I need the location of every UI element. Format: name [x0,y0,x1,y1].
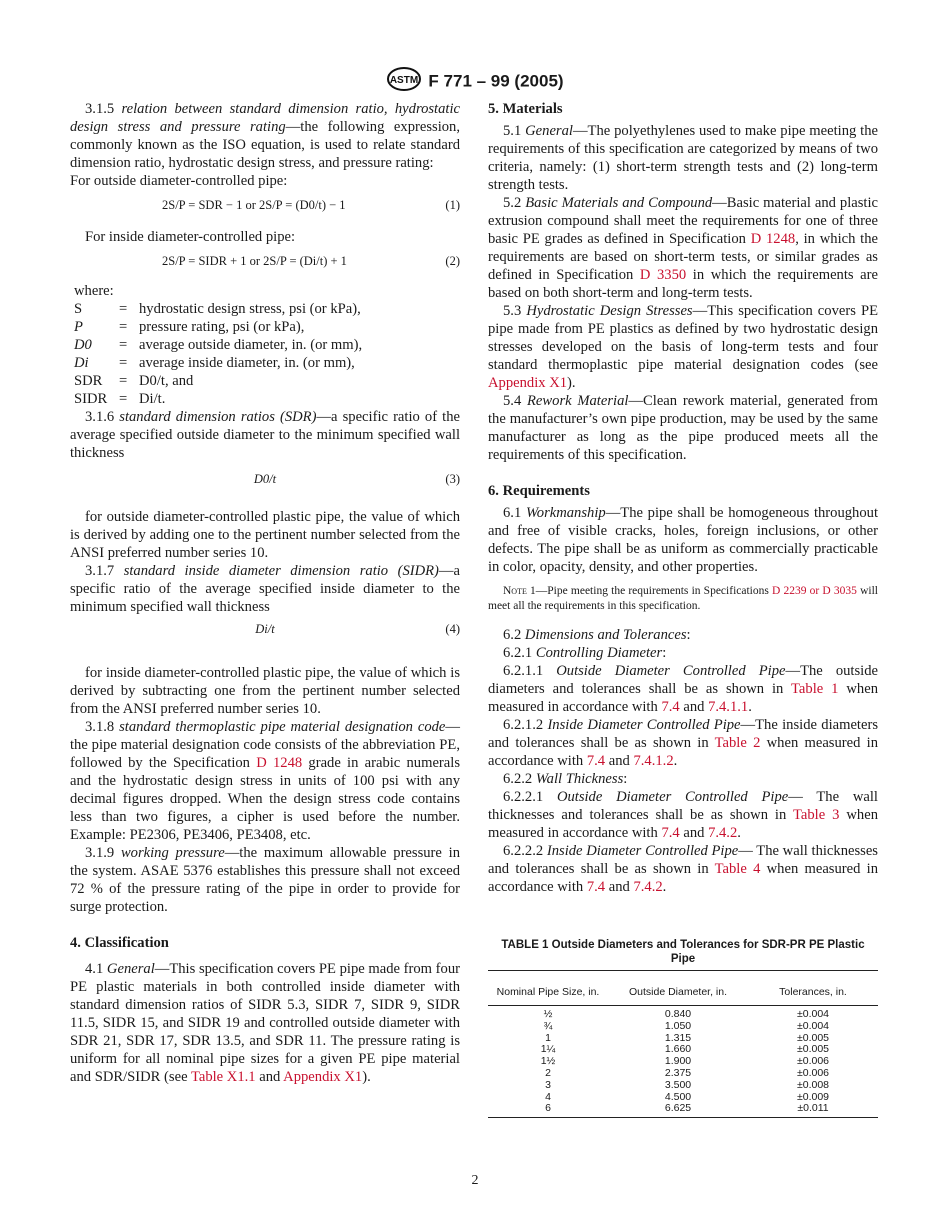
table-1-title: TABLE 1 Outside Diameters and Tolerances for SDR-PR PE Plastic Pipe [501,939,865,965]
section-6-2-2-1: 6.2.2.1 Outside Diameter Controlled Pipe— The wall thicknesses and tolerances shall be as shown in Table 3 when measured in accordance with 7.4 and 7.4.2. [488,789,878,841]
table-cell: ±0.006 [796,1055,830,1068]
table-cell: 2 [545,1066,551,1079]
def-row: P = pressure rating, psi (or kPa), [74,319,305,335]
link-7-4-2[interactable]: 7.4.2 [633,879,663,895]
section-4-heading: 4. Classification [70,935,169,951]
section-6-2-2: 6.2.2 Wall Thickness: [503,771,628,787]
table-cell: ±0.006 [796,1066,830,1079]
where-definitions: where: S = hydrostatic design stress, psi (or kPa), P = pressure rating, psi (or kPa), D0 = average outside diameter, in. (or mm), Di = average inside diameter, in. (or mm), SDR = D0/t, and SIDR = Di/t. [74,282,460,408]
link-7-4[interactable]: 7.4 [661,699,680,715]
def-row: SDR = D0/t, and [74,373,194,389]
link-7-4[interactable]: 7.4 [586,879,606,895]
column-header: Tolerances, in. [748,971,878,1006]
table-row [488,1080,878,1092]
def-row: S = hydrostatic design stress, psi (or kPa), [74,301,361,317]
section-6-heading: 6. Requirements [488,483,590,499]
section-6-2: 6.2 Dimensions and Tolerances: [503,627,691,643]
section-3-1-7-cont: for inside diameter-controlled plastic pipe, the value of which is derived by subtracting one from the pertinent number selected from the ANSI preferred number series 10. [70,665,460,717]
table-cell: 3 [545,1078,551,1091]
link-appendix-x1[interactable]: Appendix X1 [488,375,568,391]
table-cell: ±0.004 [796,1008,830,1020]
column-header: Nominal Pipe Size, in. [488,971,608,1006]
table-cell: 1½ [540,1055,556,1068]
svg-text:ASTM: ASTM [390,75,419,86]
link-table-2[interactable]: Table 2 [714,735,761,751]
table-cell: 1.050 [664,1019,692,1032]
table-cell: ±0.005 [796,1031,830,1044]
link-d2239-d3035[interactable]: D 2239 or D 3035 [772,585,857,597]
section-3-1-5: 3.1.5 relation between standard dimension ratio, hydrostatic design stress and pressure rating—the following expression, commonly known as the ISO equation, is used to relate standard dimension ratio, hydrostatic design stress, and pressure rating: [70,101,460,171]
section-5-4: 5.4 Rework Material—Clean rework material, generated from the manufacturer’s own pipe production, may be used by the same manufacturer as long as the pipe produced meets all the requirements of this specification. [488,393,878,463]
link-d3350[interactable]: D 3350 [639,267,687,283]
section-5-3: 5.3 Hydrostatic Design Stresses—This specification covers PE pipe made from PE plastics as defined by two hydrostatic design stresses developed on the basis of long-term tests and four standard thermoplastic pipe material designation codes (see Appendix X1). [488,303,878,391]
page-number: 2 [471,1173,479,1188]
equation-2: 2S/P = SIDR + 1 or 2S/P = (Di/t) + 1 (2) [162,254,460,268]
document-designation: F 771 – 99 (2005) [428,71,564,91]
table-1 [488,970,878,1118]
section-6-2-1-1: 6.2.1.1 Outside Diameter Controlled Pipe—The outside diameters and tolerances shall be as shown in Table 1 when measured in accordance with 7.4 and 7.4.1.1. [488,663,878,715]
left-column [70,100,460,1086]
table-cell: ¾ [543,1019,553,1032]
note-1: Note 1—Pipe meeting the requirements in Specifications D 2239 or D 3035 will meet all the requirements in this specification. [488,585,878,612]
link-d1248[interactable]: D 1248 [256,755,303,771]
def-row: SIDR = Di/t. [74,391,166,407]
table-cell: 0.840 [664,1008,692,1020]
table-header-row [488,971,878,1006]
link-7-4-1-1[interactable]: 7.4.1.1 [708,699,749,715]
table-cell: ±0.004 [796,1019,830,1032]
table-cell: 2.375 [664,1066,692,1079]
section-4-1: 4.1 General—This specification covers PE pipe made from four PE plastic materials in both controlled inside diameter with standard dimension ratios of SIDR 5.3, SIDR 7, SIDR 9, SIDR 11.5, SIDR 15, and SIDR 19 and controlled outside diameter with SDR 21, SDR 17, SDR 13.5, and SDR 11. The pressure rating is uniform for all nominal pipe sizes for a given PE pipe material and SDR/SIDR (see Table X1.1 and Appendix X1). [70,961,460,1085]
link-table-4[interactable]: Table 4 [714,861,761,877]
table-cell: 6 [488,1103,608,1117]
equation-1: 2S/P = SDR − 1 or 2S/P = (D0/t) − 1 (1) [162,198,460,212]
section-3-1-7: 3.1.7 standard inside diameter dimension ratio (SIDR)—a specific ratio of the average specified inside diameter to the minimum specified wall thickness [70,563,460,615]
link-appendix-x1[interactable]: Appendix X1 [283,1069,363,1085]
od-controlled-label: For outside diameter-controlled pipe: [70,173,288,189]
table-cell: 6.625 [608,1103,748,1117]
table-cell: 1.900 [664,1055,692,1068]
link-d1248[interactable]: D 1248 [750,231,796,247]
section-6-2-2-2: 6.2.2.2 Inside Diameter Controlled Pipe— The wall thicknesses and tolerances shall be as shown in Table 4 when measured in accordance with 7.4 and 7.4.2. [488,843,879,895]
section-6-2-1: 6.2.1 Controlling Diameter: [503,645,667,661]
table-row [488,1068,878,1080]
column-header: Outside Diameter, in. [608,971,748,1006]
section-3-1-6-cont: for outside diameter-controlled plastic pipe, the value of which is derived by adding one to the pertinent number selected from the ANSI preferred number series 10. [70,509,460,561]
def-row: D0 = average outside diameter, in. (or mm), [74,337,363,353]
equation-3: D0/t (3) [253,472,460,486]
table-cell: ±0.008 [796,1078,830,1091]
section-6-2-1-2: 6.2.1.2 Inside Diameter Controlled Pipe—The inside diameters and tolerances shall be as shown in Table 2 when measured in accordance with 7.4 and 7.4.1.2. [488,717,879,769]
astm-logo-icon [386,66,422,97]
def-row: Di = average inside diameter, in. (or mm), [74,355,355,371]
link-7-4-1-2[interactable]: 7.4.1.2 [633,753,674,769]
table-cell: 4 [545,1090,551,1103]
link-table-3[interactable]: Table 3 [792,807,840,823]
table-cell: ±0.011 [748,1103,878,1117]
table-cell: 1 [545,1031,551,1044]
link-table-1[interactable]: Table 1 [791,681,839,697]
table-cell: ±0.005 [796,1043,830,1056]
right-column [488,100,878,1118]
section-5-heading: 5. Materials [488,101,563,117]
page-header [0,66,950,97]
link-7-4[interactable]: 7.4 [586,753,606,769]
section-5-1: 5.1 General—The polyethylenes used to make pipe meeting the requirements of this specification are categorized by means of two criteria, namely: (1) short-term strength tests and (2) long-term strength tests. [488,123,878,193]
table-cell: 3.500 [664,1078,692,1091]
id-controlled-label: For inside diameter-controlled pipe: [85,229,296,245]
section-3-1-6: 3.1.6 standard dimension ratios (SDR)—a specific ratio of the average specified outside diameter to the minimum specified wall thickness [70,409,460,461]
section-6-1: 6.1 Workmanship—The pipe shall be homogeneous throughout and free of visible cracks, holes, foreign inclusions, or other defects. The pipe shall be as uniform as commercially practicable in color, opacity, density, and other properties. [488,505,878,575]
section-3-1-8: 3.1.8 standard thermoplastic pipe material designation code—the pipe material designation code consists of the abbreviation PE, followed by the Specification D 1248 grade in arabic numerals and the hydrostatic design stress in units of 100 psi with any decimal figures dropped. When the design stress code contains less than two figures, a cipher is used before the number. Example: PE2306, PE3406, PE3408, etc. [70,719,460,843]
section-3-1-9: 3.1.9 working pressure—the maximum allowable pressure in the system. ASAE 5376 establishes this pressure shall not exceed 72 % of the pressure rating of the pipe in order to provide for surge protection. [70,845,460,915]
table-cell: 1¼ [540,1043,556,1056]
equation-4: Di/t (4) [255,622,460,636]
table-cell: 1.315 [664,1031,692,1044]
table-row [488,1021,878,1033]
link-table-x1-1[interactable]: Table X1.1 [190,1069,256,1085]
section-5-2: 5.2 Basic Materials and Compound—Basic material and plastic extrusion compound shall meet the requirements for one of three basic PE grades as defined in Specification D 1248, in which the requirements are based on short-term tests, or similar grades as defined in Specification D 3350 in which the requirements are based on both short-term and long-term tests. [488,195,878,301]
link-7-4-2[interactable]: 7.4.2 [708,825,738,841]
table-cell: ±0.009 [796,1090,830,1103]
table-row [488,1006,878,1021]
table-row [488,1103,878,1117]
table-cell: 1.660 [664,1043,692,1056]
table-cell: 4.500 [664,1090,692,1103]
link-7-4[interactable]: 7.4 [661,825,680,841]
table-cell: ½ [543,1008,553,1020]
